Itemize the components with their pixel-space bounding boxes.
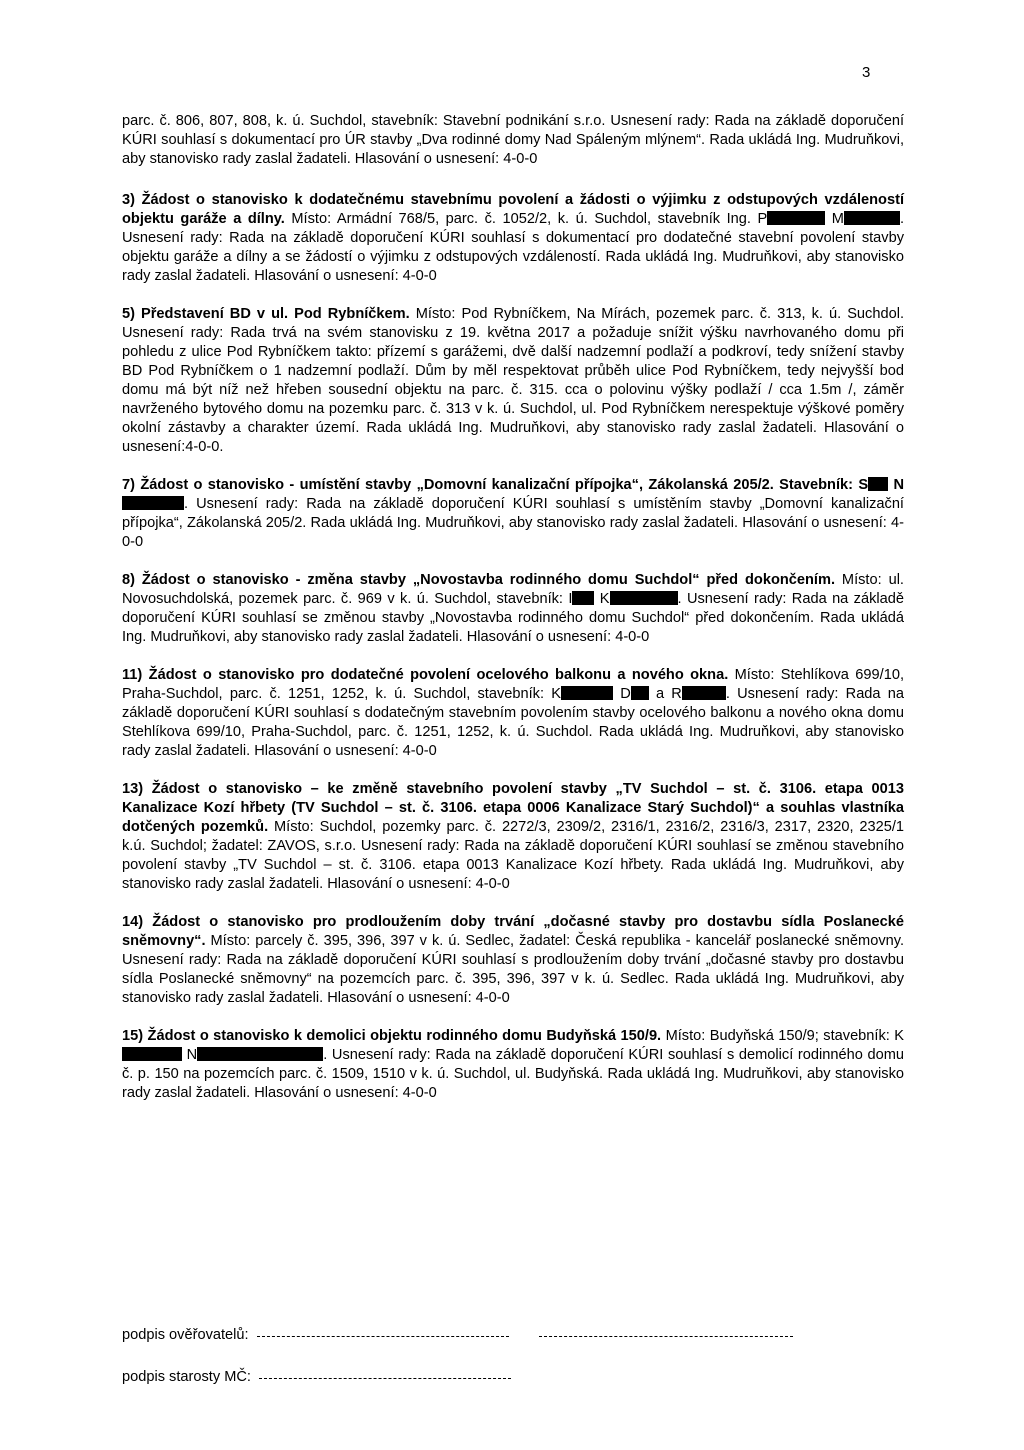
item-text: Místo: parcely č. 395, 396, 397 v k. ú. Sedlec, žadatel: Česká republika - kancelář poslanecké sněmovny. Usnesení rady: Rada na základě doporučení KÚRI souhlasí s prodloužením doby trvání „dočasné stavby pro dostavbu sídla Poslanecké sněmovny“ na pozemcích parc. č. 395, 396, 397 v k. ú. Sedlec. Rada ukládá Ing. Mudruňkovi, aby stanovisko rady zaslal žadateli. Hlasování o usnesení: 4-0-0 (122, 933, 904, 1006)
redaction-bar (197, 1047, 323, 1061)
item-heading: 5) Představení BD v ul. Pod Rybníčkem. (122, 306, 410, 322)
item-heading: 7) Žádost o stanovisko - umístění stavby „Domovní kanalizační přípojka“, Zákolanská 205/2. Stavebník: (122, 477, 859, 493)
signature-line (257, 1326, 509, 1337)
redaction-bar (561, 686, 613, 700)
redaction-bar (682, 686, 726, 700)
redacted-name: K (599, 591, 610, 607)
verifiers-signature-row (122, 1326, 793, 1343)
item-text: Místo: Stehlíkova 699/10, Praha-Suchdol, parc. č. 1251, 1252, k. ú. Suchdol, stavebník: (122, 667, 904, 702)
redaction-bar (844, 211, 900, 225)
redacted-name: R (671, 686, 682, 702)
item-text: a (648, 686, 672, 702)
redaction-bar (122, 1047, 182, 1061)
item-text: Místo: Pod Rybníčkem, Na Mírách, pozemek parc. č. 313, k. ú. Suchdol. Usnesení rady: Rada trvá na svém stanovisku z 19. května 2017 a požaduje snížit výšku navrhovaného domu při pohledu z ulice Pod Rybníčkem takto: přízemí s garážemi, dvě další nadzemní podlaží a podkroví, tedy snížení stavby BD Pod Rybníčkem o 1 nadzemní podlaží. Dům by měl respektovat průběh ulice Pod Rybníčkem, tedy nejvyšší bod domu má být níž než hřeben sousední objektu na parc. č. 315. cca o polovinu výšky podlaží / cca 1.5m /, záměr navrženého bytového domu na pozemku parc. č. 313 v k. ú. Suchdol, ul. Pod Rybníčkem nerespektuje výškové poměry okolní zástavby a charakter území. Rada ukládá Ing. Mudruňkovi, aby stanovisko rady zaslal žadateli. Hlasování o usnesení:4-0-0. (122, 306, 904, 455)
redacted-name: K (551, 686, 561, 702)
redacted-name: I (568, 591, 573, 607)
agenda-item-11 (122, 666, 904, 761)
signature-line (539, 1326, 793, 1337)
agenda-item-5 (122, 305, 904, 457)
item-text: . Usnesení rady: Rada na základě doporučení KÚRI souhlasí s umístěním stavby „Domovní kanalizační přípojka“, Zákolanská 205/2. Rada ukládá Ing. Mudruňkovi, aby stanovisko rady zaslal žadateli. Hlasování o usnesení: 4-0-0 (122, 496, 904, 550)
redaction-bar (572, 591, 594, 605)
item-heading: 8) Žádost o stanovisko - změna stavby „Novostavba rodinného domu Suchdol“ před dokončením. (122, 572, 836, 588)
intro-paragraph: parc. č. 806, 807, 808, k. ú. Suchdol, stavebník: Stavební podnikání s.r.o. Usnesení rady: Rada na základě doporučení KÚRI souhlasí s dokumentací pro ÚR stavby „Dva rodinné domy Nad Spáleným mlýnem“. Rada ukládá Ing. Mudruňkovi, aby stanovisko rady zaslal žadateli. Hlasování o usnesení: 4-0-0 (122, 113, 904, 167)
item-heading: 3) Žádost o stanovisko k dodatečnému stavebnímu povolení a žádosti o výjimku z odstupových vzdáleností objektu garáže a dílny. (122, 192, 904, 227)
item-text: . Usnesení rady: Rada na základě doporučení KÚRI souhlasí s dokumentací pro dodatečné stavební povolení stavby objektu garáže a dílny a se žádostí o výjimku z odstupových vzdáleností. Rada ukládá Ing. Mudruňkovi, aby stanovisko rady zaslal žadateli. Hlasování o usnesení: 4-0-0 (122, 211, 905, 284)
redaction-bar (610, 591, 678, 605)
item-heading: 11) Žádost o stanovisko pro dodatečné povolení ocelového balkonu a nového okna. (122, 667, 729, 683)
item-heading: 14) Žádost o stanovisko pro prodloužením doby trvání „dočasné stavby pro dostavbu sídla Poslanecké sněmovny“. (122, 914, 904, 949)
agenda-item-15 (122, 1027, 904, 1103)
mayor-signature-label: podpis starosty MČ: (122, 1369, 251, 1385)
agenda-item-7 (122, 476, 904, 552)
item-heading: 13) Žádost o stanovisko – ke změně stavebního povolení stavby „TV Suchdol – st. č. 3106. etapa 0013 Kanalizace Kozí hřbety (TV Suchdol – st. č. 3106. etapa 0006 Kanalizace Starý Suchdol)“ a souhlas vlastníka dotčených pozemků. (122, 781, 904, 835)
item-heading: 15) Žádost o stanovisko k demolici objektu rodinného domu Budyňská 150/9. (122, 1028, 662, 1044)
redacted-name: P (757, 211, 768, 227)
signature-line (259, 1368, 511, 1379)
item-text: Místo: Budyňská 150/9; stavebník: (661, 1028, 895, 1044)
redacted-name: M (831, 211, 844, 227)
redacted-name: K (894, 1028, 904, 1044)
redacted-name: N (893, 477, 905, 493)
redaction-bar (767, 211, 825, 225)
item-text: Místo: Suchdol, pozemky parc. č. 2272/3, 2309/2, 2316/1, 2316/2, 2316/3, 2317, 2320, 2325/1 k.ú. Suchdol; žadatel: ZAVOS, s.r.o. Usnesení rady: Rada na základě doporučení KÚRI souhlasí se změnou stavebního povolení stavby „TV Suchdol – st. č. 3106. etapa 0013 Kanalizace Kozí hřbety. Rada ukládá Ing. Mudruňkovi, aby stanovisko rady zaslal žadateli. Hlasování o usnesení: 4-0-0 (122, 819, 905, 892)
verifiers-signature-label: podpis ověřovatelů: (122, 1327, 249, 1343)
redacted-name: S (858, 477, 869, 493)
agenda-item-13 (122, 780, 904, 894)
item-text: . Usnesení rady: Rada na základě doporučení KÚRI souhlasí se změnou stavby „Novostavba rodinného domu Suchdol“ před dokončením. Rada ukládá Ing. Mudruňkovi, aby stanovisko rady zaslal žadateli. Hlasování o usnesení: 4-0-0 (122, 591, 904, 645)
redaction-bar (122, 496, 184, 510)
redacted-name: D (620, 686, 631, 702)
agenda-item-3 (122, 191, 904, 286)
item-text: Místo: Armádní 768/5, parc. č. 1052/2, k. ú. Suchdol, stavebník Ing. (284, 211, 758, 227)
agenda-item-14 (122, 913, 904, 1008)
item-text: . Usnesení rady: Rada na základě doporučení KÚRI souhlasí s demolicí rodinného domu č. p. 150 na pozemcích parc. č. 1509, 1510 v k. ú. Suchdol, ul. Budyňská. Rada ukládá Ing. Mudruňkovi, aby stanovisko rady zaslal žadateli. Hlasování o usnesení: 4-0-0 (122, 1047, 904, 1101)
item-text: . Usnesení rady: Rada na základě doporučení KÚRI souhlasí s dodatečným stavebním povolením stavby ocelového balkonu a nového okna domu Stehlíkova 699/10, Praha-Suchdol, parc. č. 1251, 1252, k. ú. Suchdol. Rada ukládá Ing. Mudruňkovi, aby stanovisko rady zaslal žadateli. Hlasování o usnesení: 4-0-0 (122, 686, 904, 759)
redacted-name: N (186, 1047, 198, 1063)
document-body (122, 112, 904, 1122)
mayor-signature-row (122, 1368, 511, 1385)
redaction-bar (868, 477, 888, 491)
page-number: 3 (862, 64, 871, 81)
agenda-item-8 (122, 571, 904, 647)
redaction-bar (631, 686, 649, 700)
item-text: Místo: ul. Novosuchdolská, pozemek parc. č. 969 v k. ú. Suchdol, stavebník: (122, 572, 904, 607)
